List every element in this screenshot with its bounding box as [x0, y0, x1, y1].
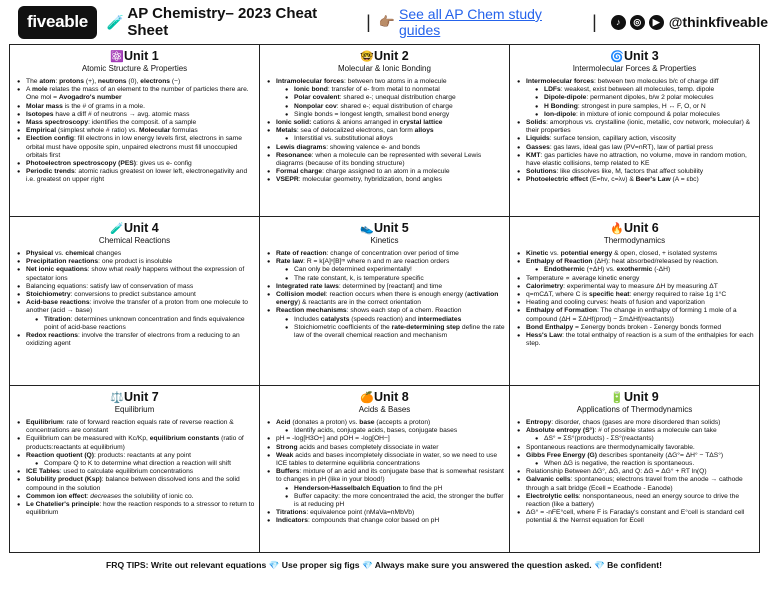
unit-subtitle: Equilibrium: [114, 405, 155, 414]
list-item: ● Electrolytic cells: nonspontaneous, need an energy source to drive the reaction (like a battery): [517, 493, 756, 509]
tip-confident: Be confident!: [607, 560, 662, 570]
unit-icon: ⚛️: [110, 51, 124, 63]
sub-list-item: ● LDFs: weakest, exist between all molecules, temp. dipole: [517, 86, 756, 94]
unit-5-cell: [260, 217, 509, 385]
list-item: ● Physical vs. chemical changes: [17, 250, 256, 258]
list-item: ● Strong acids and bases completely dissociate in water: [267, 444, 506, 452]
sub-list-item: ● H Bonding: strongest in pure samples, H ↔ F, O, or N: [517, 103, 756, 111]
unit-subtitle: Applications of Thermodynamics: [576, 405, 693, 414]
sub-list-item: ● Single bonds = longest length, smallest bond energy: [267, 111, 506, 119]
sub-list-item: ● Titration: determines unknown concentration and finds equivalence point of acid-base reactions: [17, 316, 256, 332]
unit-9-cell: [510, 386, 759, 552]
list-item: ● Galvanic cells: spontaneous; electrons travel from the anode → cathode through a salt bridge (Ecell = Ecathode - Eanode): [517, 476, 756, 492]
fiveable-logo[interactable]: fiveable: [18, 6, 97, 39]
unit-title: [263, 217, 506, 236]
divider: |: [592, 11, 597, 32]
unit-title: [13, 217, 256, 236]
list-item: ● Photoelectron spectroscopy (PES): gives us e- config: [17, 160, 256, 168]
unit-item-list: [513, 419, 756, 526]
title-text: AP Chemistry– 2023 Cheat Sheet: [127, 5, 318, 39]
instagram-icon[interactable]: ◎: [630, 15, 645, 30]
unit-item-list: [13, 250, 256, 348]
list-item: ● Acid (donates a proton) vs. base (accepts a proton): [267, 419, 506, 427]
gem-icon: 💎: [268, 560, 280, 570]
unit-title-text: Unit 9: [623, 390, 659, 404]
unit-icon: 🧪: [110, 223, 124, 235]
unit-title-text: Unit 1: [123, 49, 159, 63]
unit-item-list: [513, 250, 756, 348]
sub-list-item: ● The rate constant, k, is temperature specific: [267, 275, 506, 283]
unit-title-text: Unit 6: [623, 221, 659, 235]
unit-subtitle: Atomic Structure & Properties: [81, 64, 188, 73]
tip-answer-question: Always make sure you answered the question asked.: [374, 560, 592, 570]
list-item: ● Solutions: like dissolves like, M, factors that affect solubility: [517, 168, 756, 176]
unit-icon: 🤓: [360, 51, 374, 63]
unit-7-cell: [10, 386, 259, 552]
unit-title-text: Unit 4: [123, 221, 159, 235]
tiktok-icon[interactable]: ♪: [611, 15, 626, 30]
list-item: ● Intramolecular forces: between two atoms in a molecule: [267, 78, 506, 86]
list-item: ● Relationship Between ΔG°, ΔG, and Q: ΔG = ΔG° + RT ln(Q): [517, 468, 756, 476]
list-item: ● Solids: amorphous vs. crystalline (ionic, metallic, cov network, molecular) & their properties: [517, 119, 756, 135]
list-item: ● Reaction quotient (Q): products: reactants at any point: [17, 452, 256, 460]
unit-icon: ⚖️: [110, 392, 124, 404]
sub-list-item: ● Can only be determined experimentally!: [267, 266, 506, 274]
list-item: ● Balancing equations: satisfy law of conservation of mass: [17, 283, 256, 291]
list-item: ● Bond Enthalpy = Σenergy bonds broken - Σenergy bonds formed: [517, 324, 756, 332]
gem-icon: 💎: [594, 560, 605, 570]
list-item: ● Indicators: compounds that change color based on pH: [267, 517, 506, 525]
unit-subtitle: Molecular & Ionic Bonding: [338, 64, 431, 73]
list-item: ● Titrations: equivalence point (nMaVa=nMbVb): [267, 509, 506, 517]
list-item: ● Metals: sea of delocalized electrons, can form alloys: [267, 127, 506, 135]
list-item: ● Formal charge: charge assigned to an atom in a molecule: [267, 168, 506, 176]
list-item: ● Precipitation reactions: one product is insoluble: [17, 258, 256, 266]
list-item: ● VSEPR: molecular geometry, hybridization, bond angles: [267, 176, 506, 184]
unit-item-list: [13, 78, 256, 185]
list-item: ● Lewis diagrams: showing valence e- and bonds: [267, 144, 506, 152]
unit-icon: 🍊: [360, 392, 374, 404]
list-item: ● Stoichiometry: conversions to predict substance amount: [17, 291, 256, 299]
pointing-hand-icon: 👉🏽: [378, 14, 395, 29]
sub-list-item: ● ΔS° = ΣS°(products) - ΣS°(reactants): [517, 435, 756, 443]
list-item: ● Molar mass is the # of grams in a mole.: [17, 103, 256, 111]
page-title: [107, 5, 358, 39]
list-item: ● Collision model: reaction occurs when there is enough energy (activation energy) & reactants are in the correct orientation: [267, 291, 506, 307]
sub-list-item: ● Buffer capacity: the more concentrated the acid, the stronger the buffer is at reducing pH: [267, 493, 506, 509]
list-item: ● KMT: gas particles have no attraction, no volume, move in random motion, have elastic collisions, temp related to KE: [517, 152, 756, 168]
social-handle[interactable]: @thinkfiveable: [668, 14, 768, 30]
list-item: ● pH = -log[H3O+] and pOH = -log[OH−]: [267, 435, 506, 443]
list-item: ● Hess's Law: the total enthalpy of reaction is a sum of the enthalpies for each step.: [517, 332, 756, 348]
unit-title-text: Unit 2: [373, 49, 409, 63]
tip-sig-figs: Use proper sig figs: [281, 560, 360, 570]
list-item: ● Ionic solid: cations & anions arranged in crystal lattice: [267, 119, 506, 127]
list-item: ● Enthalpy of Formation: The change in enthalpy of forming 1 mole of a compound (ΔH = ΣΔHf(prod) − ΣmΔHf(reactants)): [517, 307, 756, 323]
divider: |: [366, 11, 371, 32]
units-grid: [9, 44, 760, 553]
sub-list-item: ● Identify acids, conjugate acids, bases, conjugate bases: [267, 427, 506, 435]
list-item: ● Temperature ∝ average kinetic energy: [517, 275, 756, 283]
list-item: ● Heating and cooling curves: heats of fusion and vaporization: [517, 299, 756, 307]
unit-subtitle: Intermolecular Forces & Properties: [572, 64, 697, 73]
unit-title: [513, 217, 756, 236]
unit-4-cell: [10, 217, 259, 385]
unit-title: [513, 386, 756, 405]
list-item: ● Kinetic vs. potential energy & open, closed, + isolated systems: [517, 250, 756, 258]
youtube-icon[interactable]: ▶: [649, 15, 664, 30]
unit-item-list: [263, 250, 506, 340]
sub-list-item: ● Dipole-dipole: permanent dipoles, b/w 2 polar molecules: [517, 94, 756, 102]
gem-icon: 💎: [361, 560, 373, 570]
list-item: ● Buffers: mixture of an acid and its conjugate base that is somewhat resistant to changes in pH (like in your blood!): [267, 468, 506, 484]
list-item: ● Empirical (simplest whole # ratio) vs. Molecular formulas: [17, 127, 256, 135]
header: [0, 0, 768, 44]
unit-title: [13, 386, 256, 405]
unit-subtitle: Acids & Bases: [358, 405, 411, 414]
list-item: ● Absolute entropy (S°): # of possible states a molecule can take: [517, 427, 756, 435]
list-item: ● Equilibrium: rate of forward reaction equals rate of reverse reaction & concentrations are constant: [17, 419, 256, 435]
study-guides-link[interactable]: See all AP Chem study guides: [399, 6, 542, 38]
list-item: ● Calorimetry: experimental way to measure ΔH by measuring ΔT: [517, 283, 756, 291]
list-item: ● Le Chatelier's principle: how the reaction responds to a stressor to return to equilibrium: [17, 501, 256, 517]
list-item: ● ICE Tables: used to calculate equilibrium concentrations: [17, 468, 256, 476]
unit-title: [263, 386, 506, 405]
unit-item-list: [13, 419, 256, 517]
list-item: ● The atom: protons (+), neutrons (0), electrons (−): [17, 78, 256, 86]
list-item: ● Spontaneous reactions are thermodynamically favorable.: [517, 444, 756, 452]
unit-title: [513, 45, 756, 64]
unit-title: [13, 45, 256, 64]
unit-subtitle: Thermodynamics: [603, 236, 666, 245]
list-item: ● Liquids: surface tension, capillary action, viscosity: [517, 135, 756, 143]
list-item: ● Photoelectric effect (E=hν, c=λν) & Beer's Law (A = εbc): [517, 176, 756, 184]
list-item: ● Acid-base reactions: involve the transfer of a proton from one molecule to another (acid → base): [17, 299, 256, 315]
sub-list-item: ● Polar covalent: shared e-; unequal distribution charge: [267, 94, 506, 102]
list-item: ● Rate of reaction: change of concentration over period of time: [267, 250, 506, 258]
sub-list-item: ● Compare Q to K to determine what direction a reaction will shift: [17, 460, 256, 468]
tip-equations: FRQ TIPS: Write out relevant equations: [105, 560, 267, 570]
unit-item-list: [513, 78, 756, 185]
sub-list-item: ● Henderson-Hasselbalch Equation to find the pH: [267, 485, 506, 493]
list-item: ● Weak acids and bases incompletely dissociate in water, so we need to use ICE tables to determine equilibria concentrations: [267, 452, 506, 468]
unit-subtitle: Kinetics: [370, 236, 399, 245]
list-item: ● Net ionic equations: show what really happens without the expression of spectator ions: [17, 266, 256, 282]
unit-title-text: Unit 5: [373, 221, 409, 235]
unit-title: [263, 45, 506, 64]
unit-6-cell: [510, 217, 759, 385]
unit-3-cell: [510, 45, 759, 216]
unit-icon: 🔋: [610, 392, 624, 404]
list-item: ● Integrated rate laws: determined by [reactant] and time: [267, 283, 506, 291]
list-item: ● Gasses: gas laws, ideal gas law (PV=nRT), law of partial press: [517, 144, 756, 152]
test-tube-icon: 🧪: [106, 13, 125, 30]
unit-2-cell: [260, 45, 509, 216]
list-item: ● Entropy: disorder, chaos (gases are more disordered than solids): [517, 419, 756, 427]
unit-title-text: Unit 7: [123, 390, 159, 404]
list-item: ● Common ion effect: decreases the solubility of ionic co.: [17, 493, 256, 501]
unit-icon: 🔥: [610, 223, 624, 235]
sub-list-item: ● Interstitial vs. substitutional alloys: [267, 135, 506, 143]
list-item: ● Intermolecular forces: between two molecules b/c of charge diff: [517, 78, 756, 86]
unit-item-list: [263, 78, 506, 185]
list-item: ● q=mCΔT, where C is specific heat: energy required to raise 1g 1°C: [517, 291, 756, 299]
sub-list-item: ● When ΔG is negative, the reaction is spontaneous.: [517, 460, 756, 468]
unit-8-cell: [260, 386, 509, 552]
list-item: ● Rate law: R = k[A]ⁿ[B]ᵐ where n and m are reaction orders: [267, 258, 506, 266]
list-item: ● ΔG° = -nFE°cell, where F is Faraday's constant and E°cell is standard cell potential & the Nernst equation for Ecell: [517, 509, 756, 525]
unit-title-text: Unit 3: [623, 49, 659, 63]
list-item: ● Mass spectroscopy: identifies the composit. of a sample: [17, 119, 256, 127]
list-item: ● Isotopes have a diff # of neutrons → avg. atomic mass: [17, 111, 256, 119]
list-item: ● Election config: fill electrons in low energy levels first, electrons in same orbital must have opposite spin, unpaired electrons must fill unoccupied orbitals first: [17, 135, 256, 160]
list-item: ● Periodic trends: atomic radius greatest on lower left, electronegativity and i.e. greatest on upper right: [17, 168, 256, 184]
unit-icon: 👟: [360, 223, 374, 235]
sub-list-item: ● Endothermic (+ΔH) vs. exothermic (-ΔH): [517, 266, 756, 274]
list-item: ● Solubility product (Ksp): balance between dissolved ions and the solid compound in the solution: [17, 476, 256, 492]
list-item: ● Reaction mechanisms: shows each step of a chem. Reaction: [267, 307, 506, 315]
list-item: ● A mole relates the mass of an element to the number of particles there are. One mol = Avogadro's number: [17, 86, 256, 102]
sub-list-item: ● Nonpolar cov: shared e-; equal distribution of charge: [267, 103, 506, 111]
list-item: ● Redox reactions: involve the transfer of electrons from a reducing to an oxidizing agent: [17, 332, 256, 348]
unit-1-cell: [10, 45, 259, 216]
sub-list-item: ● Ion-dipole: in mixture of ionic compound & polar molecules: [517, 111, 756, 119]
sub-list-item: ● Includes catalysts (speeds reaction) and intermediates: [267, 316, 506, 324]
sub-list-item: ● Stoichiometric coefficients of the rate-determining step define the rate law of the overall chemical reaction and mechanism: [267, 324, 506, 340]
sub-list-item: ● Ionic bond: transfer of e- from metal to nonmetal: [267, 86, 506, 94]
list-item: ● Gibbs Free Energy (G) describes spontaneity (ΔG°= ΔH° − TΔS°): [517, 452, 756, 460]
unit-title-text: Unit 8: [373, 390, 409, 404]
list-item: ● Resonance: when a molecule can be represented with several Lewis diagrams (because of its bonding structure): [267, 152, 506, 168]
list-item: ● Equilibrium can be measured with Kc/Kp, equilibrium constants (ratio of products:reactants at equilibrium): [17, 435, 256, 451]
unit-item-list: [263, 419, 506, 526]
footer-tips: [0, 560, 768, 571]
unit-subtitle: Chemical Reactions: [98, 236, 171, 245]
list-item: ● Enthalpy of Reaction (ΔH): heat absorbed/released by reaction.: [517, 258, 756, 266]
social-icons: [611, 15, 664, 30]
unit-icon: 🌀: [610, 51, 624, 63]
